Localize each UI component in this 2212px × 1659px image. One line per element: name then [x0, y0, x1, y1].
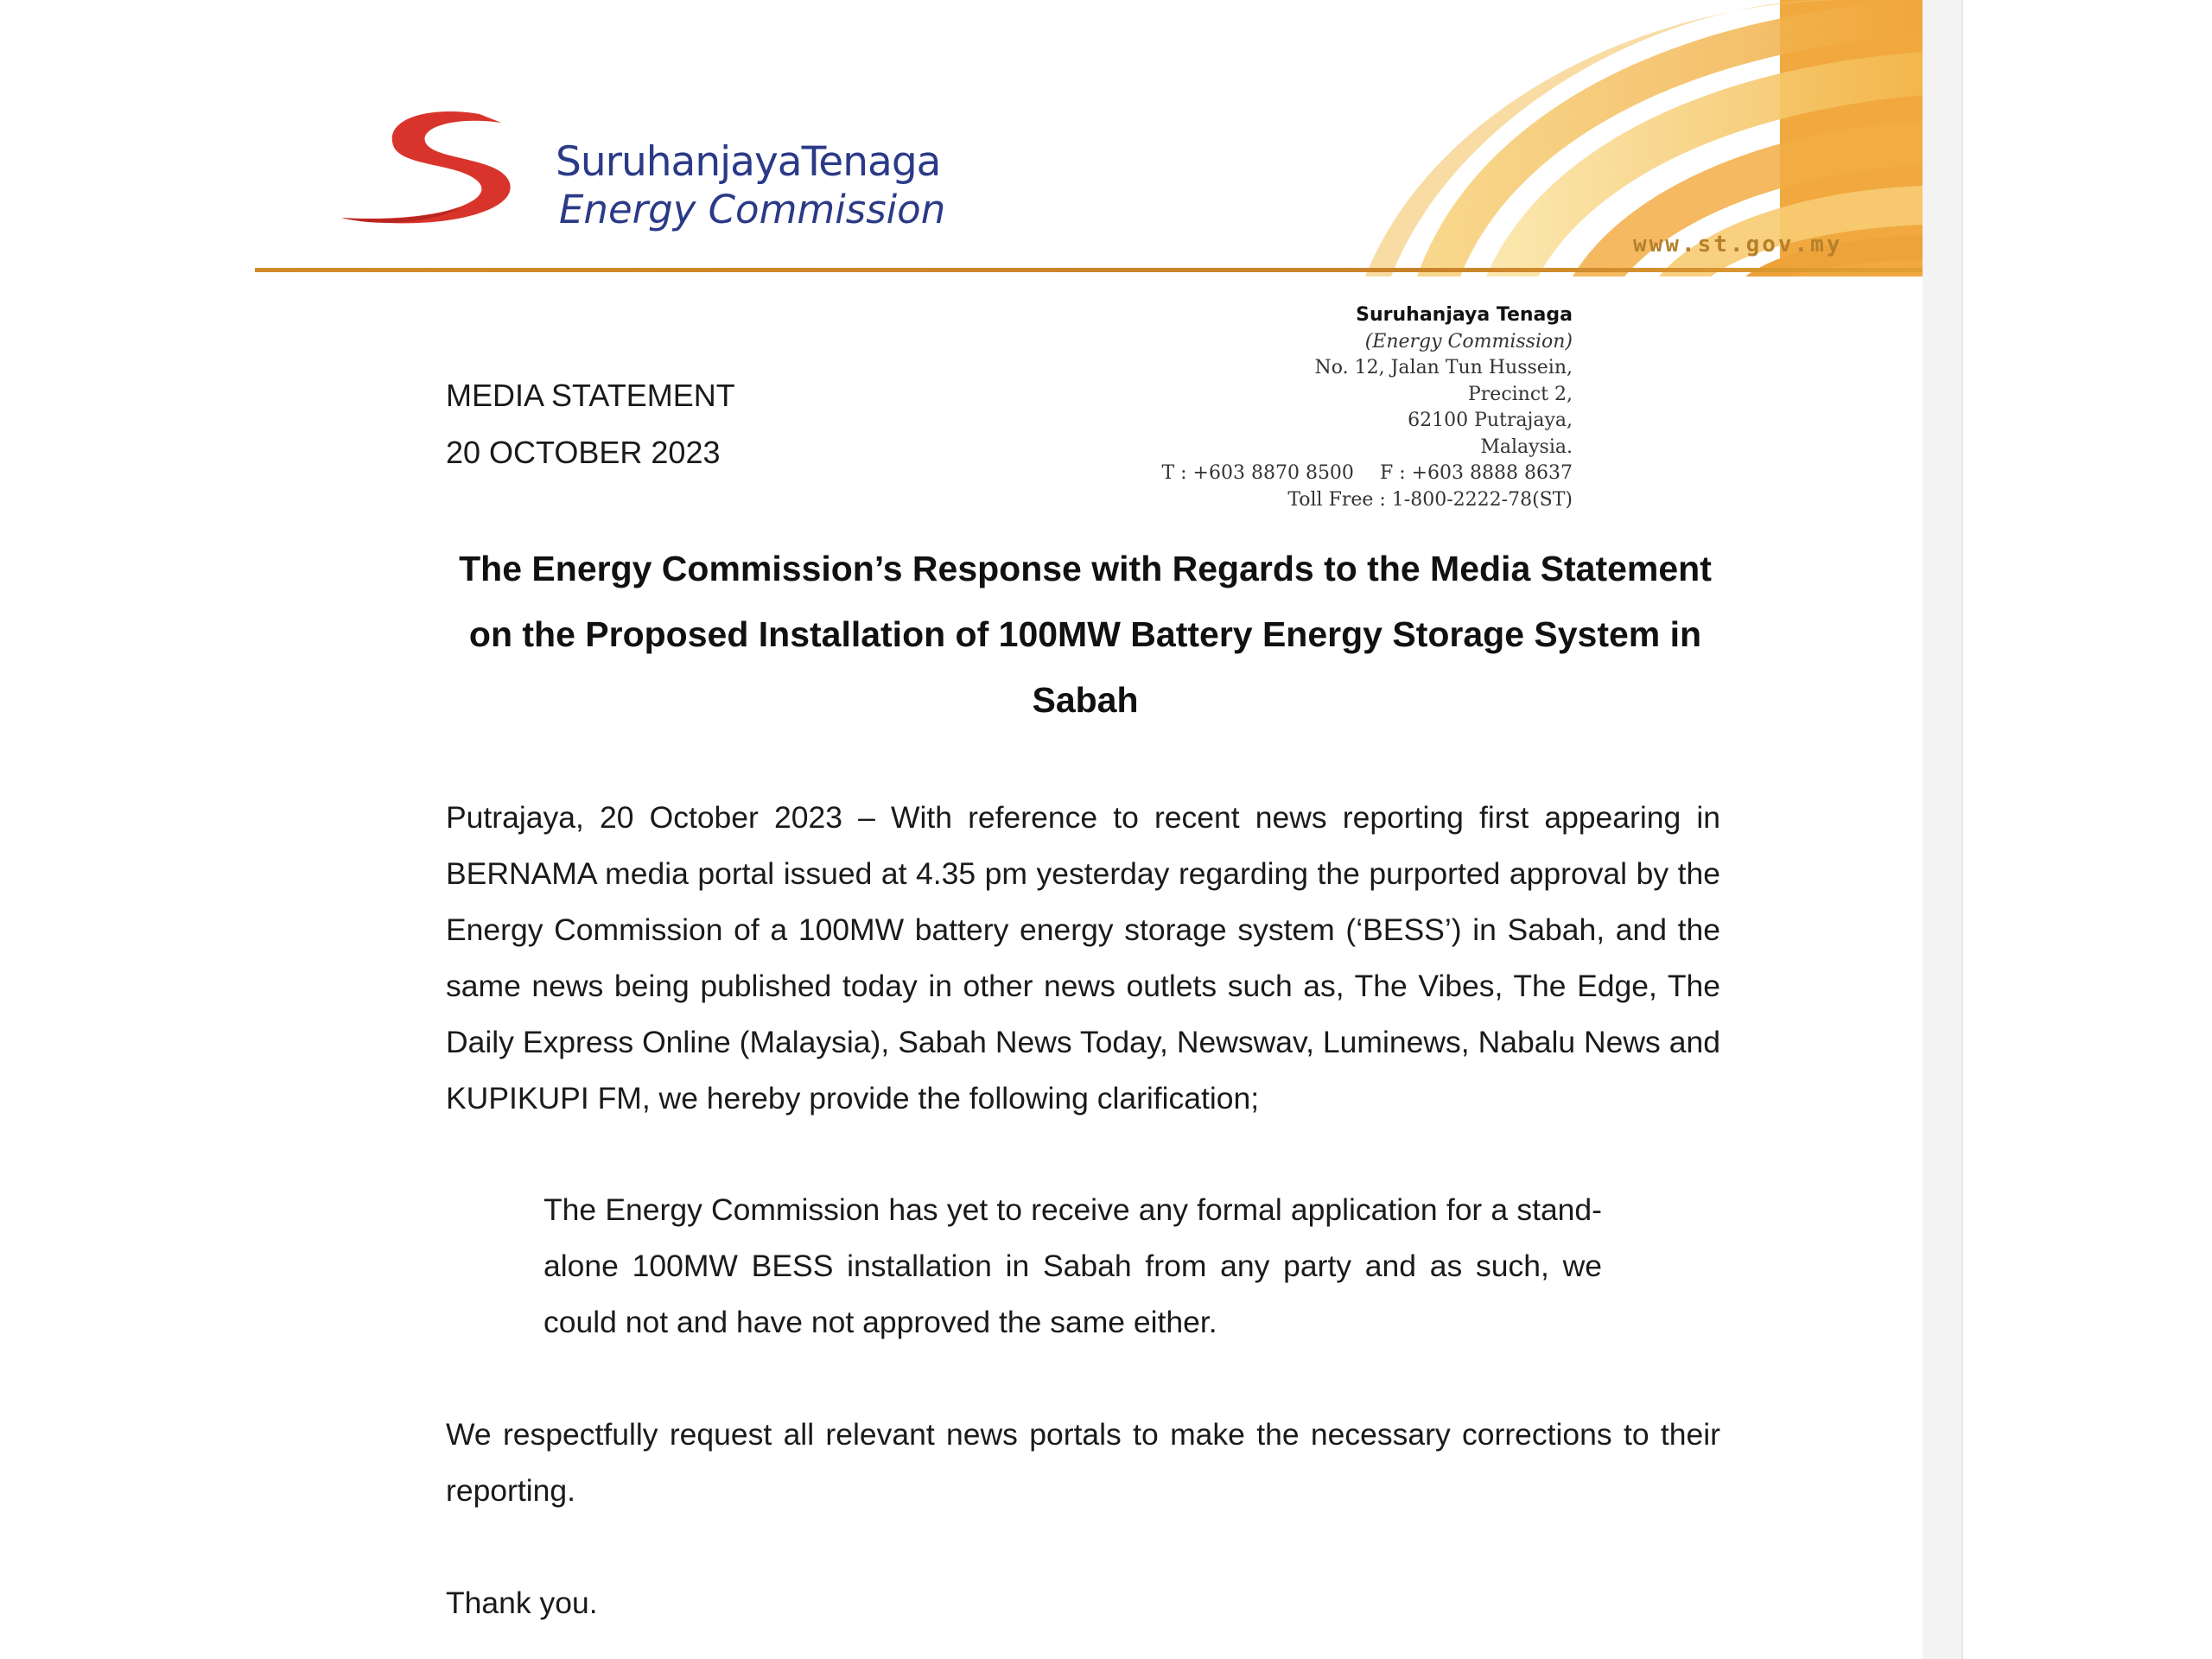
website-url: www.st.gov.my [1633, 232, 1843, 257]
address-line-3: 62100 Putrajaya, [1408, 410, 1573, 431]
address-org-name-en: (Energy Commission) [1364, 330, 1573, 353]
address-toll-free: Toll Free : 1-800-2222-78(ST) [1287, 488, 1573, 511]
logo-name-english: Energy Commission [559, 187, 946, 232]
logo-name-malay: SuruhanjayaTenaga [556, 138, 941, 186]
body-paragraph-2-indented: The Energy Commission has yet to receive any formal application for a stand-alone 100MW BESS installation in Sabah from any party and as such, we could not and have not approved the same either. [543, 1192, 1602, 1339]
header-divider [255, 268, 1923, 272]
body-paragraph-1: Putrajaya, 20 October 2023 – With reference to recent news reporting first appearing in BERNAMA media portal issued at 4.35 pm yesterday regarding the purported approval by the Energy Commission of a 100MW battery energy storage system (‘BESS’) in Sabah, and the same news being published today in other news outlets such as, The Vibes, The Edge, The Daily Express Online (Malaysia), Sabah News Today, Newswav, Luminews, Nabalu News and KUPIKUPI FM, we hereby provide the following clarification; [446, 800, 1720, 1116]
address-phone-fax [1161, 461, 1573, 487]
address-block [1161, 302, 1573, 513]
address-phone: T : +603 8870 8500 [1161, 462, 1354, 484]
statement-date: 20 OCTOBER 2023 [446, 435, 721, 470]
address-line-4: Malaysia. [1480, 435, 1573, 458]
viewer-background [1961, 0, 2212, 1659]
document-title: The Energy Commission’s Response with Regards to the Media Statement on the Proposed Installation of 100MW Battery Energy Storage System in Sabah [459, 549, 1712, 720]
page-right-gutter [1923, 0, 1961, 1659]
logo-swoosh-icon [333, 104, 557, 233]
address-fax: F : +603 8888 8637 [1379, 462, 1573, 484]
address-org-name: Suruhanjaya Tenaga [1356, 304, 1573, 326]
address-line-1: No. 12, Jalan Tun Hussein, [1314, 357, 1573, 378]
body-paragraph-3: We respectfully request all relevant news portals to make the necessary corrections to their reporting. [446, 1417, 1720, 1508]
energy-commission-logo [333, 104, 989, 242]
address-line-2: Precinct 2, [1467, 383, 1573, 405]
statement-header [446, 367, 735, 481]
statement-type: MEDIA STATEMENT [446, 378, 735, 413]
closing-text: Thank you. [446, 1586, 598, 1620]
